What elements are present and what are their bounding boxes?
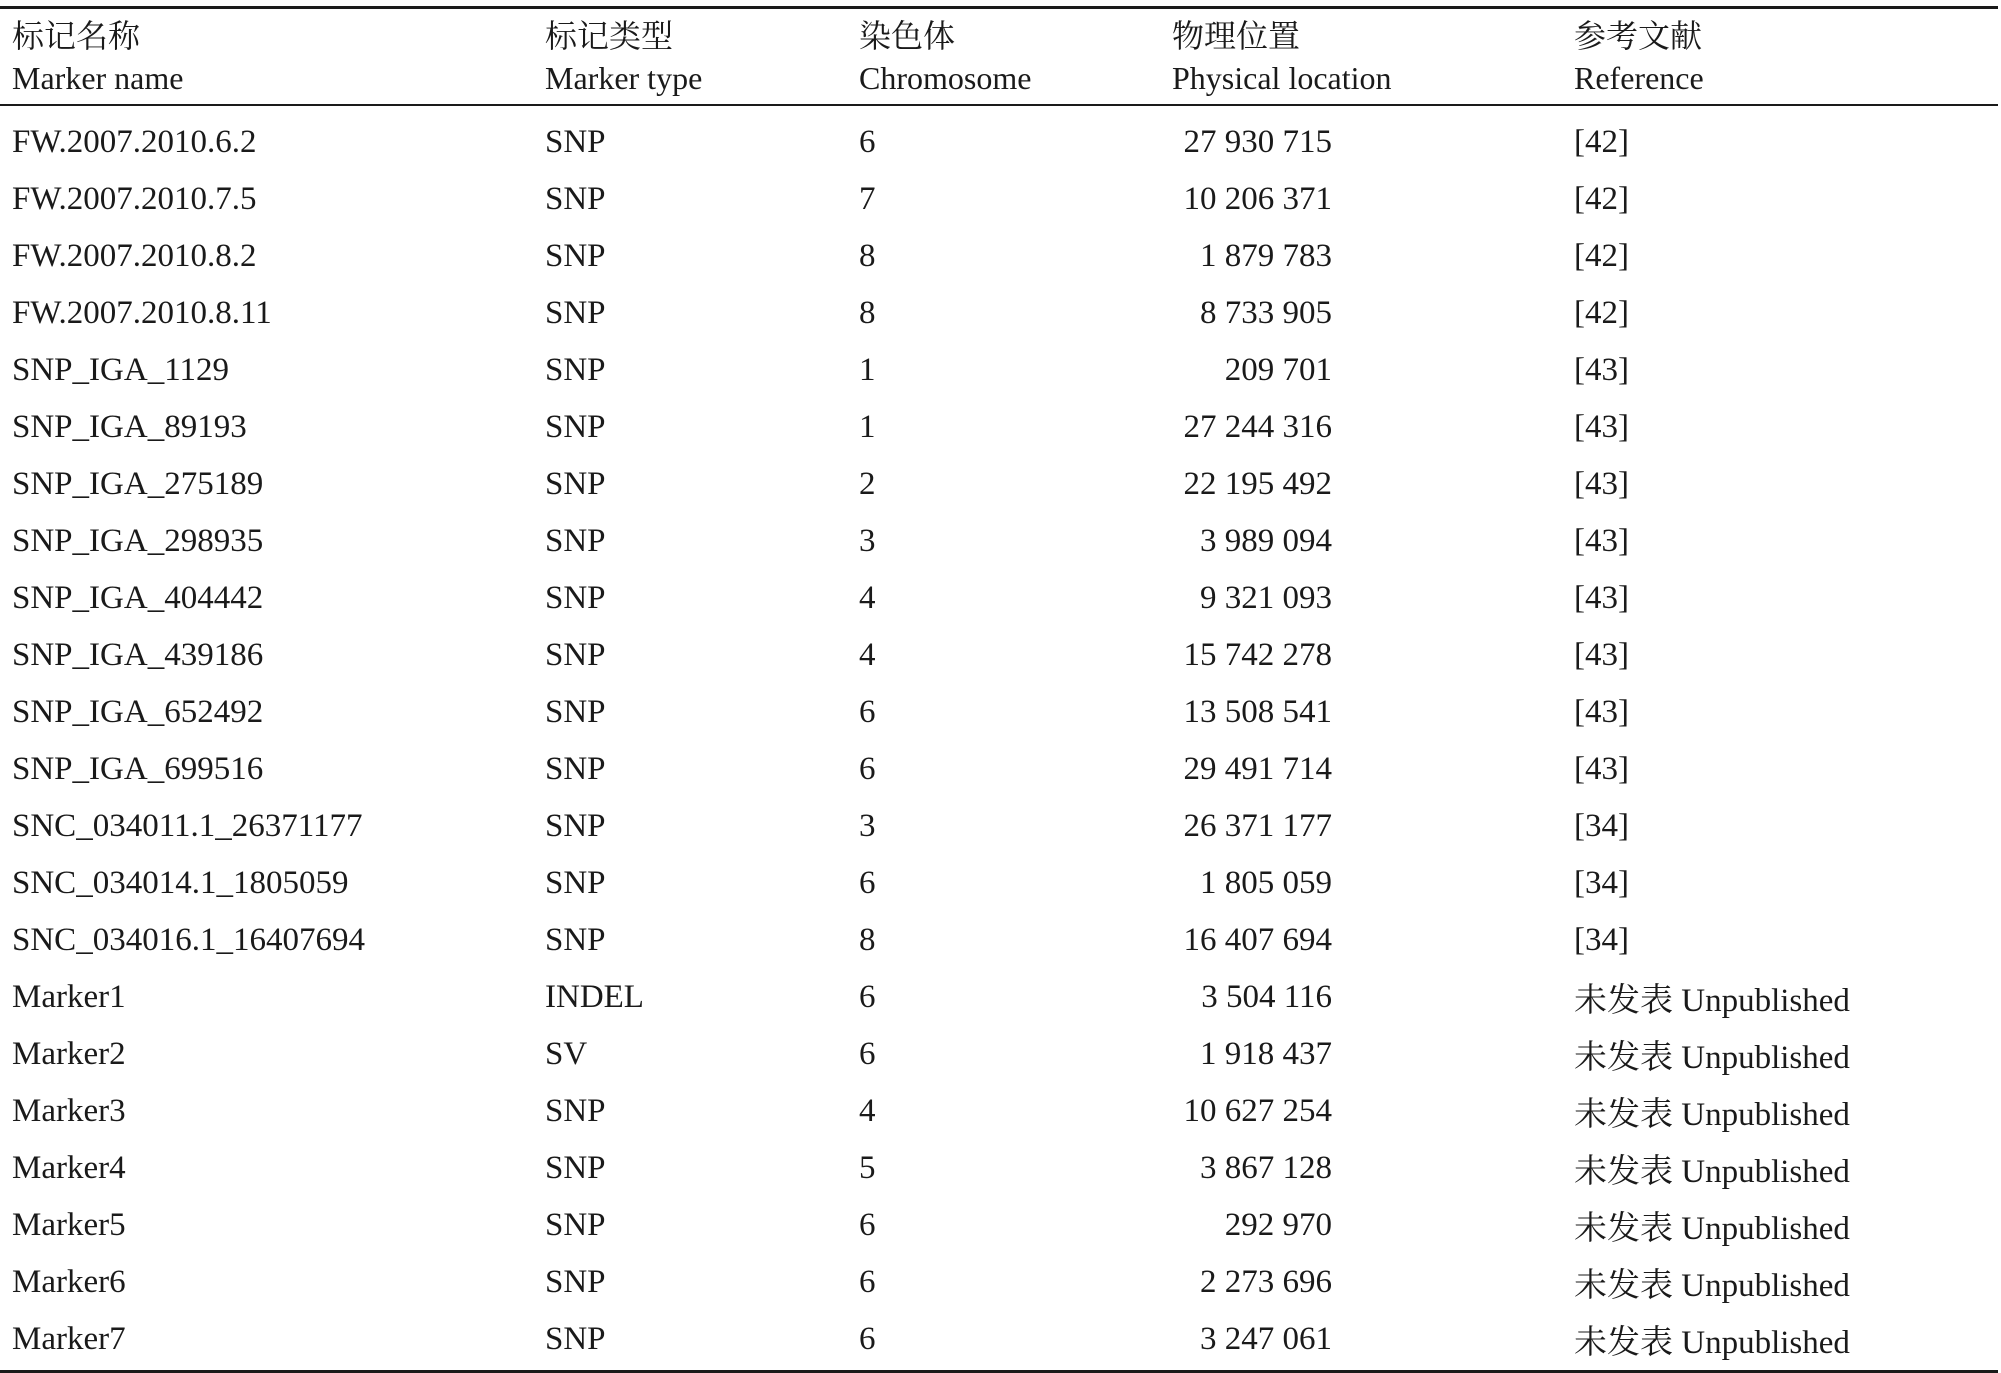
marker-name-cell: SNP_IGA_298935: [12, 523, 264, 559]
marker-type-cell: SNP: [545, 637, 606, 673]
chromosome-cell: 7: [859, 181, 876, 217]
table-row: [0, 912, 1998, 969]
marker-name-cell: SNC_034014.1_1805059: [12, 865, 349, 901]
physical-location-cell: [1160, 1321, 1562, 1358]
location-value: 1 805 059: [1200, 865, 1332, 901]
header-en: Marker name: [12, 60, 184, 96]
chromosome-cell: 1: [859, 352, 876, 388]
header-marker-type: [533, 9, 847, 104]
header-chromosome: [847, 9, 1160, 104]
table-row: [0, 570, 1998, 627]
marker-type-cell: SNP: [545, 922, 606, 958]
physical-location-cell: [1160, 694, 1562, 731]
marker-type-cell: SNP: [545, 295, 606, 331]
reference-cell: 未发表 Unpublished: [1574, 983, 1850, 1019]
marker-type-cell: SNP: [545, 580, 606, 616]
physical-location-cell: [1160, 1036, 1562, 1073]
chromosome-cell: 6: [859, 979, 876, 1015]
marker-name-cell: SNC_034016.1_16407694: [12, 922, 365, 958]
header-en: Marker type: [545, 60, 703, 96]
chromosome-cell: 6: [859, 1264, 876, 1300]
marker-name-cell: FW.2007.2010.6.2: [12, 124, 257, 160]
physical-location-cell: [1160, 1264, 1562, 1301]
header-cn: 参考文献: [1574, 18, 1703, 54]
chromosome-cell: 6: [859, 1207, 876, 1243]
marker-type-cell: SNP: [545, 181, 606, 217]
reference-cell: [43]: [1574, 580, 1629, 616]
table-row: [0, 1140, 1998, 1197]
reference-cell: [42]: [1574, 181, 1629, 217]
marker-type-cell: SNP: [545, 238, 606, 274]
marker-table: [0, 6, 1998, 1373]
header-cn: 物理位置: [1172, 18, 1301, 54]
location-value: 1 918 437: [1200, 1036, 1332, 1072]
header-en: Reference: [1574, 60, 1704, 96]
table-row: [0, 342, 1998, 399]
marker-name-cell: SNP_IGA_89193: [12, 409, 247, 445]
marker-type-cell: SNP: [545, 1264, 606, 1300]
marker-name-cell: SNC_034011.1_26371177: [12, 808, 363, 844]
marker-type-cell: SNP: [545, 808, 606, 844]
chromosome-cell: 8: [859, 922, 876, 958]
location-value: 10 627 254: [1183, 1093, 1332, 1129]
chromosome-cell: 6: [859, 865, 876, 901]
location-value: 26 371 177: [1183, 808, 1332, 844]
physical-location-cell: [1160, 238, 1562, 275]
reference-cell: 未发表 Unpublished: [1574, 1268, 1850, 1304]
reference-cell: 未发表 Unpublished: [1574, 1211, 1850, 1247]
location-value: 1 879 783: [1200, 238, 1332, 274]
location-value: 16 407 694: [1183, 922, 1332, 958]
marker-type-cell: SNP: [545, 409, 606, 445]
table-row: [0, 741, 1998, 798]
reference-cell: 未发表 Unpublished: [1574, 1097, 1850, 1133]
marker-name-cell: Marker6: [12, 1264, 126, 1300]
location-value: 15 742 278: [1183, 637, 1332, 673]
reference-cell: [42]: [1574, 238, 1629, 274]
table-row: [0, 627, 1998, 684]
physical-location-cell: [1160, 352, 1562, 389]
physical-location-cell: [1160, 979, 1562, 1016]
physical-location-cell: [1160, 1150, 1562, 1187]
reference-cell: [43]: [1574, 466, 1629, 502]
chromosome-cell: 6: [859, 1321, 876, 1357]
marker-name-cell: FW.2007.2010.7.5: [12, 181, 257, 217]
marker-type-cell: SNP: [545, 1207, 606, 1243]
physical-location-cell: [1160, 751, 1562, 788]
physical-location-cell: [1160, 580, 1562, 617]
chromosome-cell: 2: [859, 466, 876, 502]
chromosome-cell: 6: [859, 1036, 876, 1072]
reference-cell: 未发表 Unpublished: [1574, 1040, 1850, 1076]
location-value: 27 930 715: [1183, 124, 1332, 160]
chromosome-cell: 8: [859, 295, 876, 331]
table-row: [0, 399, 1998, 456]
physical-location-cell: [1160, 922, 1562, 959]
reference-cell: [43]: [1574, 409, 1629, 445]
marker-name-cell: SNP_IGA_652492: [12, 694, 264, 730]
marker-name-cell: FW.2007.2010.8.11: [12, 295, 272, 331]
physical-location-cell: [1160, 295, 1562, 332]
reference-cell: [43]: [1574, 751, 1629, 787]
location-value: 13 508 541: [1183, 694, 1332, 730]
physical-location-cell: [1160, 637, 1562, 674]
table-row: [0, 513, 1998, 570]
marker-type-cell: SNP: [545, 1093, 606, 1129]
physical-location-cell: [1160, 1093, 1562, 1130]
physical-location-cell: [1160, 124, 1562, 161]
chromosome-cell: 6: [859, 694, 876, 730]
marker-name-cell: SNP_IGA_699516: [12, 751, 264, 787]
marker-type-cell: SNP: [545, 523, 606, 559]
physical-location-cell: [1160, 865, 1562, 902]
table-header: [0, 9, 1998, 106]
table-row: [0, 456, 1998, 513]
chromosome-cell: 8: [859, 238, 876, 274]
reference-cell: [34]: [1574, 922, 1629, 958]
location-value: 22 195 492: [1183, 466, 1332, 502]
location-value: 8 733 905: [1200, 295, 1332, 331]
marker-type-cell: SNP: [545, 466, 606, 502]
chromosome-cell: 4: [859, 637, 876, 673]
chromosome-cell: 4: [859, 580, 876, 616]
table-row: [0, 1311, 1998, 1368]
location-value: 27 244 316: [1183, 409, 1332, 445]
header-en: Physical location: [1172, 60, 1392, 96]
table-row: [0, 285, 1998, 342]
table-row: [0, 969, 1998, 1026]
location-value: 2 273 696: [1200, 1264, 1332, 1300]
marker-type-cell: SNP: [545, 124, 606, 160]
header-reference: [1562, 9, 1998, 104]
location-value: 3 504 116: [1201, 979, 1332, 1015]
marker-type-cell: SNP: [545, 352, 606, 388]
reference-cell: [34]: [1574, 865, 1629, 901]
marker-type-cell: SNP: [545, 1321, 606, 1357]
reference-cell: [42]: [1574, 295, 1629, 331]
marker-name-cell: SNP_IGA_404442: [12, 580, 264, 616]
physical-location-cell: [1160, 181, 1562, 218]
reference-cell: 未发表 Unpublished: [1574, 1154, 1850, 1190]
table-row: [0, 171, 1998, 228]
location-value: 3 989 094: [1200, 523, 1332, 559]
reference-cell: [43]: [1574, 352, 1629, 388]
location-value: 209 701: [1224, 352, 1332, 388]
marker-type-cell: SNP: [545, 751, 606, 787]
physical-location-cell: [1160, 409, 1562, 446]
marker-type-cell: SNP: [545, 1150, 606, 1186]
chromosome-cell: 5: [859, 1150, 876, 1186]
marker-name-cell: Marker5: [12, 1207, 126, 1243]
reference-cell: [43]: [1574, 637, 1629, 673]
marker-name-cell: Marker7: [12, 1321, 126, 1357]
marker-name-cell: Marker3: [12, 1093, 126, 1129]
table-row: [0, 855, 1998, 912]
header-marker-name: [0, 9, 533, 104]
location-value: 3 247 061: [1200, 1321, 1332, 1357]
table-row: [0, 684, 1998, 741]
marker-name-cell: SNP_IGA_275189: [12, 466, 264, 502]
marker-name-cell: Marker2: [12, 1036, 126, 1072]
physical-location-cell: [1160, 466, 1562, 503]
physical-location-cell: [1160, 523, 1562, 560]
table-row: [0, 114, 1998, 171]
marker-type-cell: SNP: [545, 865, 606, 901]
location-value: 9 321 093: [1200, 580, 1332, 616]
table-row: [0, 1083, 1998, 1140]
marker-type-cell: SV: [545, 1036, 588, 1072]
header-cn: 染色体: [859, 18, 956, 54]
reference-cell: [42]: [1574, 124, 1629, 160]
reference-cell: [43]: [1574, 523, 1629, 559]
reference-cell: [34]: [1574, 808, 1629, 844]
chromosome-cell: 3: [859, 523, 876, 559]
marker-type-cell: SNP: [545, 694, 606, 730]
location-value: 29 491 714: [1183, 751, 1332, 787]
marker-name-cell: FW.2007.2010.8.2: [12, 238, 257, 274]
marker-name-cell: SNP_IGA_439186: [12, 637, 264, 673]
reference-cell: [43]: [1574, 694, 1629, 730]
table-row: [0, 228, 1998, 285]
location-value: 3 867 128: [1200, 1150, 1332, 1186]
chromosome-cell: 6: [859, 124, 876, 160]
physical-location-cell: [1160, 808, 1562, 845]
table-row: [0, 1254, 1998, 1311]
header-cn: 标记名称: [12, 18, 141, 54]
physical-location-cell: [1160, 1207, 1562, 1244]
header-en: Chromosome: [859, 60, 1032, 96]
table-row: [0, 1197, 1998, 1254]
location-value: 10 206 371: [1183, 181, 1332, 217]
chromosome-cell: 6: [859, 751, 876, 787]
marker-name-cell: Marker4: [12, 1150, 126, 1186]
marker-type-cell: INDEL: [545, 979, 644, 1015]
reference-cell: 未发表 Unpublished: [1574, 1325, 1850, 1361]
chromosome-cell: 3: [859, 808, 876, 844]
chromosome-cell: 1: [859, 409, 876, 445]
marker-name-cell: SNP_IGA_1129: [12, 352, 229, 388]
table-body: [0, 106, 1998, 1370]
table-row: [0, 1026, 1998, 1083]
header-cn: 标记类型: [545, 18, 674, 54]
table-row: [0, 798, 1998, 855]
chromosome-cell: 4: [859, 1093, 876, 1129]
location-value: 292 970: [1224, 1207, 1332, 1243]
marker-name-cell: Marker1: [12, 979, 126, 1015]
header-physical-location: [1160, 9, 1562, 104]
